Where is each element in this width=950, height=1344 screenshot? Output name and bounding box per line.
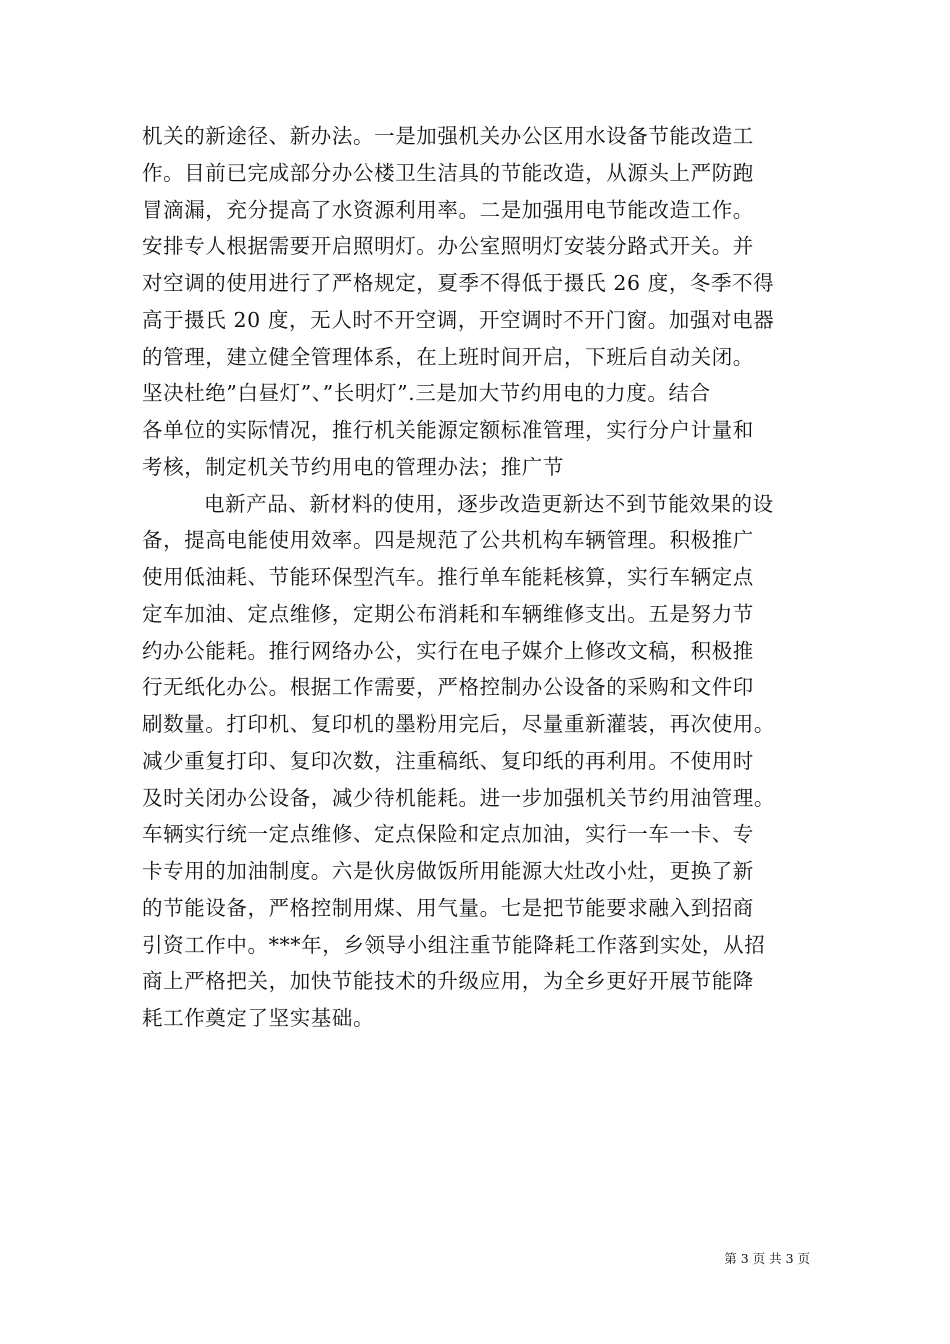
- text-line: 及时关闭办公设备，减少待机能耗。进一步加强机关节约用油管理。: [142, 785, 775, 810]
- text-line: 耗工作奠定了坚实基础。: [142, 1006, 375, 1030]
- text-line: 减少重复打印、复印次数，注重稿纸、复印纸的再利用。不使用时: [142, 748, 754, 773]
- paragraph-2: [142, 486, 812, 1037]
- text-line: 行无纸化办公。根据工作需要，严格控制办公设备的采购和文件印: [142, 675, 754, 700]
- document-body: [142, 118, 812, 1037]
- text-line: 对空调的使用进行了严格规定，夏季不得低于摄氏 26 度，冬季不得: [142, 271, 775, 295]
- page-number-footer: 第 3 页 共 3 页: [724, 1251, 810, 1266]
- text-line: 备，提高电能使用效率。四是规范了公共机构车辆管理。积极推广: [142, 528, 754, 553]
- text-line: 机关的新途径、新办法。一是加强机关办公区用水设备节能改造工: [142, 124, 754, 148]
- text-line: 车辆实行统一定点维修、定点保险和定点加油，实行一车一卡、专: [142, 822, 754, 847]
- text-line: 冒滴漏，充分提高了水资源利用率。二是加强用电节能改造工作。: [142, 197, 754, 222]
- text-line: 使用低油耗、节能环保型汽车。推行单车能耗核算，实行车辆定点: [142, 565, 754, 589]
- text-line: 刷数量。打印机、复印机的墨粉用完后，尽量重新灌装，再次使用。: [142, 712, 775, 736]
- text-line: 卡专用的加油制度。六是伙房做饭所用能源大灶改小灶，更换了新: [142, 859, 754, 883]
- text-line: 各单位的实际情况，推行机关能源定额标准管理，实行分户计量和: [142, 418, 754, 442]
- text-line: 作。目前已完成部分办公楼卫生洁具的节能改造，从源头上严防跑: [142, 160, 754, 185]
- text-line: 商上严格把关，加快节能技术的升级应用，为全乡更好开展节能降: [142, 969, 754, 994]
- paragraph-1: [142, 118, 812, 486]
- text-line: 的节能设备，严格控制用煤、用气量。七是把节能要求融入到招商: [142, 895, 754, 920]
- text-line: 约办公能耗。推行网络办公，实行在电子媒介上修改文稿，积极推: [142, 638, 754, 663]
- text-line: 坚决杜绝”白昼灯”、”长明灯”.三是加大节约用电的力度。结合: [142, 381, 711, 406]
- text-line: 引资工作中。***年，乡领导小组注重节能降耗工作落到实处，从招: [142, 932, 766, 957]
- text-line: 的管理，建立健全管理体系，在上班时间开启，下班后自动关闭。: [142, 344, 754, 369]
- text-line: 电新产品、新材料的使用，逐步改造更新达不到节能效果的设: [204, 491, 774, 516]
- text-line: 考核，制定机关节约用电的管理办法；推广节: [142, 454, 564, 479]
- text-line: 高于摄氏 20 度，无人时不开空调，开空调时不开门窗。加强对电器: [142, 307, 775, 332]
- text-line: 定车加油、定点维修，定期公布消耗和车辆维修支出。五是努力节: [142, 601, 754, 626]
- text-line: 安排专人根据需要开启照明灯。办公室照明灯安装分路式开关。并: [142, 234, 754, 259]
